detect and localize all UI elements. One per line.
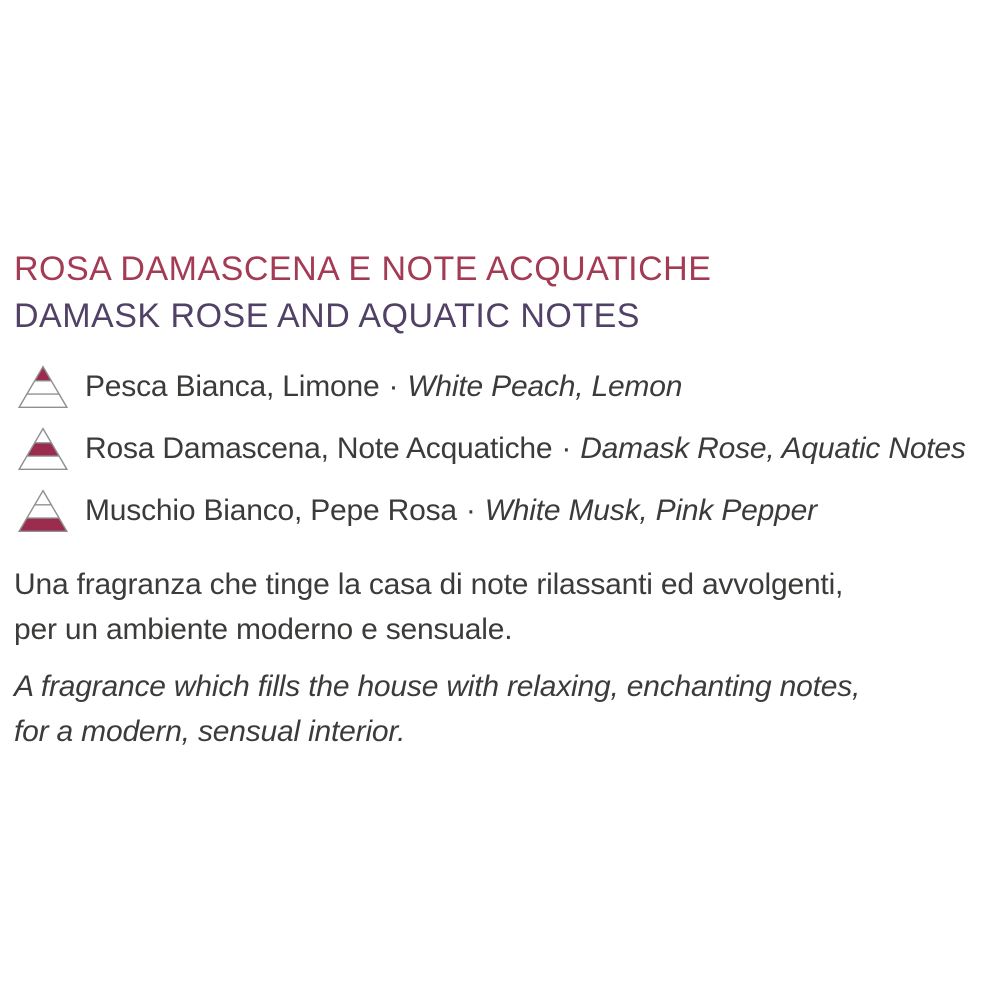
note-separator: · <box>388 370 399 403</box>
description-english <box>14 664 988 754</box>
title-english: DAMASK ROSE AND AQUATIC NOTES <box>14 297 640 335</box>
product-title-block <box>14 246 988 340</box>
note-row-heart-notes <box>16 426 988 472</box>
description-block <box>14 562 988 754</box>
title-italian: ROSA DAMASCENA E NOTE ACQUATICHE <box>14 250 712 288</box>
note-text <box>85 432 966 466</box>
description-italian-line2: per un ambiente moderno e sensuale. <box>14 613 513 646</box>
note-row-top-notes <box>16 364 988 410</box>
fragrance-card <box>14 246 988 754</box>
note-italian: Pesca Bianca, Limone <box>85 370 380 403</box>
note-italian: Rosa Damascena, Note Acquatiche <box>85 432 553 465</box>
pyramid-base-notes-icon <box>16 488 70 534</box>
note-separator: · <box>561 432 572 465</box>
note-row-base-notes <box>16 488 988 534</box>
description-english-line2: for a modern, sensual interior. <box>14 715 406 748</box>
note-english: White Peach, Lemon <box>407 370 683 403</box>
description-english-line1: A fragrance which fills the house with relaxing, enchanting notes, <box>14 670 861 703</box>
description-italian <box>14 562 988 652</box>
pyramid-top-notes-icon <box>16 364 70 410</box>
note-text <box>85 370 682 404</box>
olfactory-notes-list <box>16 364 988 534</box>
note-separator: · <box>465 494 476 527</box>
pyramid-heart-notes-icon <box>16 426 70 472</box>
note-english: Damask Rose, Aquatic Notes <box>580 432 966 465</box>
note-text <box>85 494 817 528</box>
note-english: White Musk, Pink Pepper <box>484 494 817 527</box>
note-italian: Muschio Bianco, Pepe Rosa <box>85 494 457 527</box>
description-italian-line1: Una fragranza che tinge la casa di note rilassanti ed avvolgenti, <box>14 568 844 601</box>
